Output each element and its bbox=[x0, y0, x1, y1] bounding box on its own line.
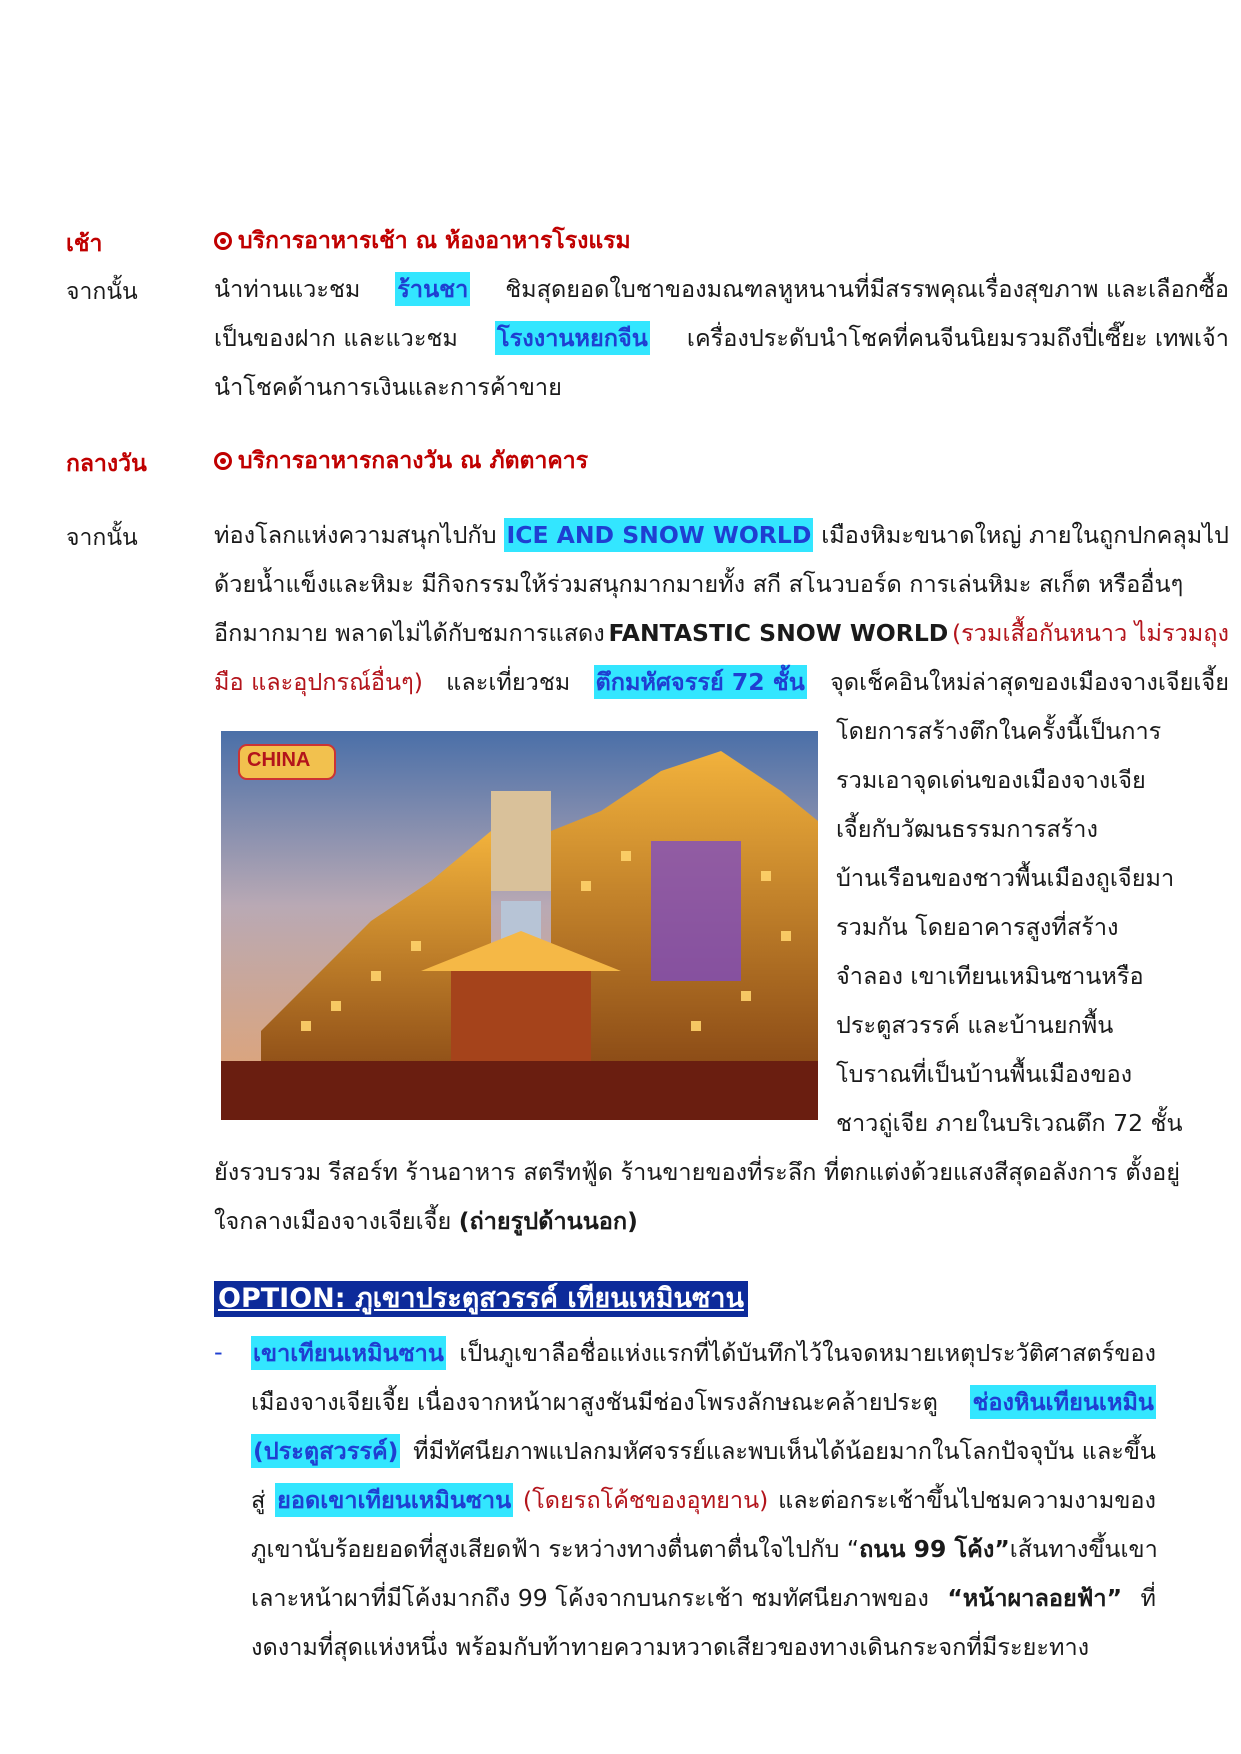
text: อีกมากมาย พลาดไม่ได้กับชมการแสดง bbox=[214, 619, 605, 647]
highlight-tianmen-peak: ยอดเขาเทียนเหมินซาน bbox=[275, 1483, 513, 1517]
side-line: โบราณที่เป็นบ้านพื้นเมืองของ bbox=[836, 1060, 1133, 1088]
show-name: FANTASTIC SNOW WORLD bbox=[608, 619, 949, 647]
side-line: บ้านเรือนของชาวพื้นเมืองถูเจียมา bbox=[836, 864, 1175, 892]
paragraph-line bbox=[214, 518, 1229, 552]
text: เลาะหน้าผาที่มีโค้งมากถึง 99 โค้งจากบนกระเช้า ชมทัศนียภาพของ bbox=[251, 1584, 929, 1612]
side-line: โดยการสร้างตึกในครั้งนี้เป็นการ bbox=[836, 717, 1162, 745]
text: ท่องโลกแห่งความสนุกไปกับ bbox=[214, 521, 497, 549]
paragraph-line bbox=[214, 665, 1229, 699]
lunch-text: บริการอาหารกลางวัน ณ ภัตตาคาร bbox=[238, 448, 589, 474]
text: เมืองหิมะขนาดใหญ่ ภายในถูกปกคลุมไป bbox=[821, 521, 1229, 549]
text: นำท่านแวะชม bbox=[214, 275, 361, 303]
option-line bbox=[251, 1483, 1156, 1517]
text: เป็นภูเขาลือชื่อแห่งแรกที่ได้บันทึกไว้ในจดหมายเหตุประวัติศาสตร์ของ bbox=[459, 1339, 1156, 1367]
text: ใจกลางเมืองจางเจียเจี้ย bbox=[214, 1207, 452, 1235]
text: และเที่ยวชม bbox=[446, 668, 571, 696]
side-line: ประตูสวรรค์ และบ้านยกพื้น bbox=[836, 1011, 1114, 1039]
option-line bbox=[251, 1532, 1156, 1566]
dish-icon bbox=[214, 452, 232, 470]
road-99-bends: ถนน 99 โค้ง” bbox=[859, 1535, 1010, 1563]
highlight-tianmen-cave: ช่องหินเทียนเหมิน bbox=[970, 1385, 1156, 1419]
note-red: มือ และอุปกรณ์อื่นๆ) bbox=[214, 668, 423, 696]
highlight-tianmen-mountain: เขาเทียนเหมินซาน bbox=[251, 1336, 446, 1370]
floating-cliff: “หน้าผาลอยฟ้า” bbox=[947, 1584, 1123, 1612]
side-line: รวมเอาจุดเด่นของเมืองจางเจีย bbox=[836, 766, 1146, 794]
side-line: ชาวถู่เจีย ภายในบริเวณตึก 72 ชั้น bbox=[836, 1109, 1183, 1137]
paragraph-line bbox=[214, 1204, 638, 1238]
text: ภูเขานับร้อยยอดที่สูงเสียดฟ้า ระหว่างทางตื่นตาตื่นใจไปกับ “ bbox=[251, 1535, 860, 1563]
paragraph-line bbox=[214, 321, 1229, 355]
morning-label: เช้า bbox=[66, 231, 103, 257]
highlight-ice-snow-world: ICE AND SNOW WORLD bbox=[504, 518, 813, 552]
text: เป็นของฝาก และแวะชม bbox=[214, 324, 458, 352]
side-line: รวมกัน โดยอาคารสูงที่สร้าง bbox=[836, 913, 1119, 941]
paragraph-line: ยังรวบรวม รีสอร์ท ร้านอาหาร สตรีทฟู้ด ร้านขายของที่ระลึก ที่ตกแต่งด้วยแสงสีสุดอลังการ ตั้งอยู่ bbox=[214, 1158, 1181, 1186]
paragraph-line: นำโชคด้านการเงินและการค้าขาย bbox=[214, 373, 562, 401]
highlight-72-floor-building: ตึกมหัศจรรย์ 72 ชั้น bbox=[594, 665, 807, 699]
note-red: (โดยรถโค้ชของอุทยาน) bbox=[522, 1486, 769, 1514]
option-heading: OPTION: ภูเขาประตูสวรรค์ เทียนเหมินซาน bbox=[214, 1281, 748, 1317]
text: เครื่องประดับนำโชคที่คนจีนนิยมรวมถึงปี่เซี๊ยะ เทพเจ้า bbox=[686, 324, 1229, 352]
lunch-label: กลางวัน bbox=[66, 451, 147, 477]
highlight-jade-factory: โรงงานหยกจีน bbox=[495, 321, 650, 355]
then-label-1: จากนั้น bbox=[66, 279, 138, 305]
option-line bbox=[251, 1385, 1156, 1419]
option-line: งดงามที่สุดแห่งหนึ่ง พร้อมกับท้าทายความหวาดเสียวของทางเดินกระจกที่มีระยะทาง bbox=[251, 1633, 1090, 1661]
text: ที่ bbox=[1140, 1584, 1156, 1612]
breakfast-text: บริการอาหารเช้า ณ ห้องอาหารโรงแรม bbox=[238, 228, 631, 254]
text: ชิมสุดยอดใบชาของมณฑลหูหนานที่มีสรรพคุณเรื่องสุขภาพ และเลือกซื้อ bbox=[505, 275, 1229, 303]
option-line bbox=[251, 1581, 1156, 1615]
text: สู่ bbox=[251, 1486, 266, 1514]
text: และต่อกระเช้าขึ้นไปชมความงามของ bbox=[778, 1486, 1156, 1514]
text: เมืองจางเจียเจี้ย เนื่องจากหน้าผาสูงชันมีช่องโพรงลักษณะคล้ายประตู bbox=[251, 1388, 938, 1416]
photo-note: (ถ่ายรูปด้านนอก) bbox=[458, 1207, 638, 1235]
note-red: (รวมเสื้อกันหนาว ไม่รวมถุง bbox=[951, 619, 1229, 647]
dish-icon bbox=[214, 232, 232, 250]
highlight-tea-shop: ร้านชา bbox=[395, 272, 470, 306]
text: เส้นทางขึ้นเขา bbox=[1009, 1535, 1158, 1563]
option-line bbox=[251, 1336, 1156, 1370]
paragraph-line bbox=[214, 616, 1229, 650]
paragraph-line bbox=[214, 272, 1229, 306]
text: จุดเช็คอินใหม่ล่าสุดของเมืองจางเจียเจี้ย bbox=[830, 668, 1229, 696]
building-photo bbox=[221, 731, 818, 1120]
then-label-2: จากนั้น bbox=[66, 525, 138, 551]
breakfast-line bbox=[214, 224, 631, 258]
text: ที่มีทัศนียภาพแปลกมหัศจรรย์และพบเห็นได้น้อยมากในโลกปัจจุบัน และขึ้น bbox=[413, 1437, 1156, 1465]
option-line bbox=[251, 1434, 1156, 1468]
china-logo: CHINA bbox=[247, 749, 311, 771]
bullet-dash: - bbox=[214, 1338, 223, 1366]
paragraph-line: ด้วยน้ำแข็งและหิมะ มีกิจกรรมให้ร่วมสนุกมากมายทั้ง สกี สโนวบอร์ด การเล่นหิมะ สเก็ต หรืออื่นๆ bbox=[214, 570, 1184, 598]
highlight-heaven-gate: (ประตูสวรรค์) bbox=[251, 1434, 400, 1468]
side-line: เจี้ยกับวัฒนธรรมการสร้าง bbox=[836, 815, 1098, 843]
side-line: จำลอง เขาเทียนเหมินซานหรือ bbox=[836, 962, 1144, 990]
lunch-line bbox=[214, 444, 588, 478]
